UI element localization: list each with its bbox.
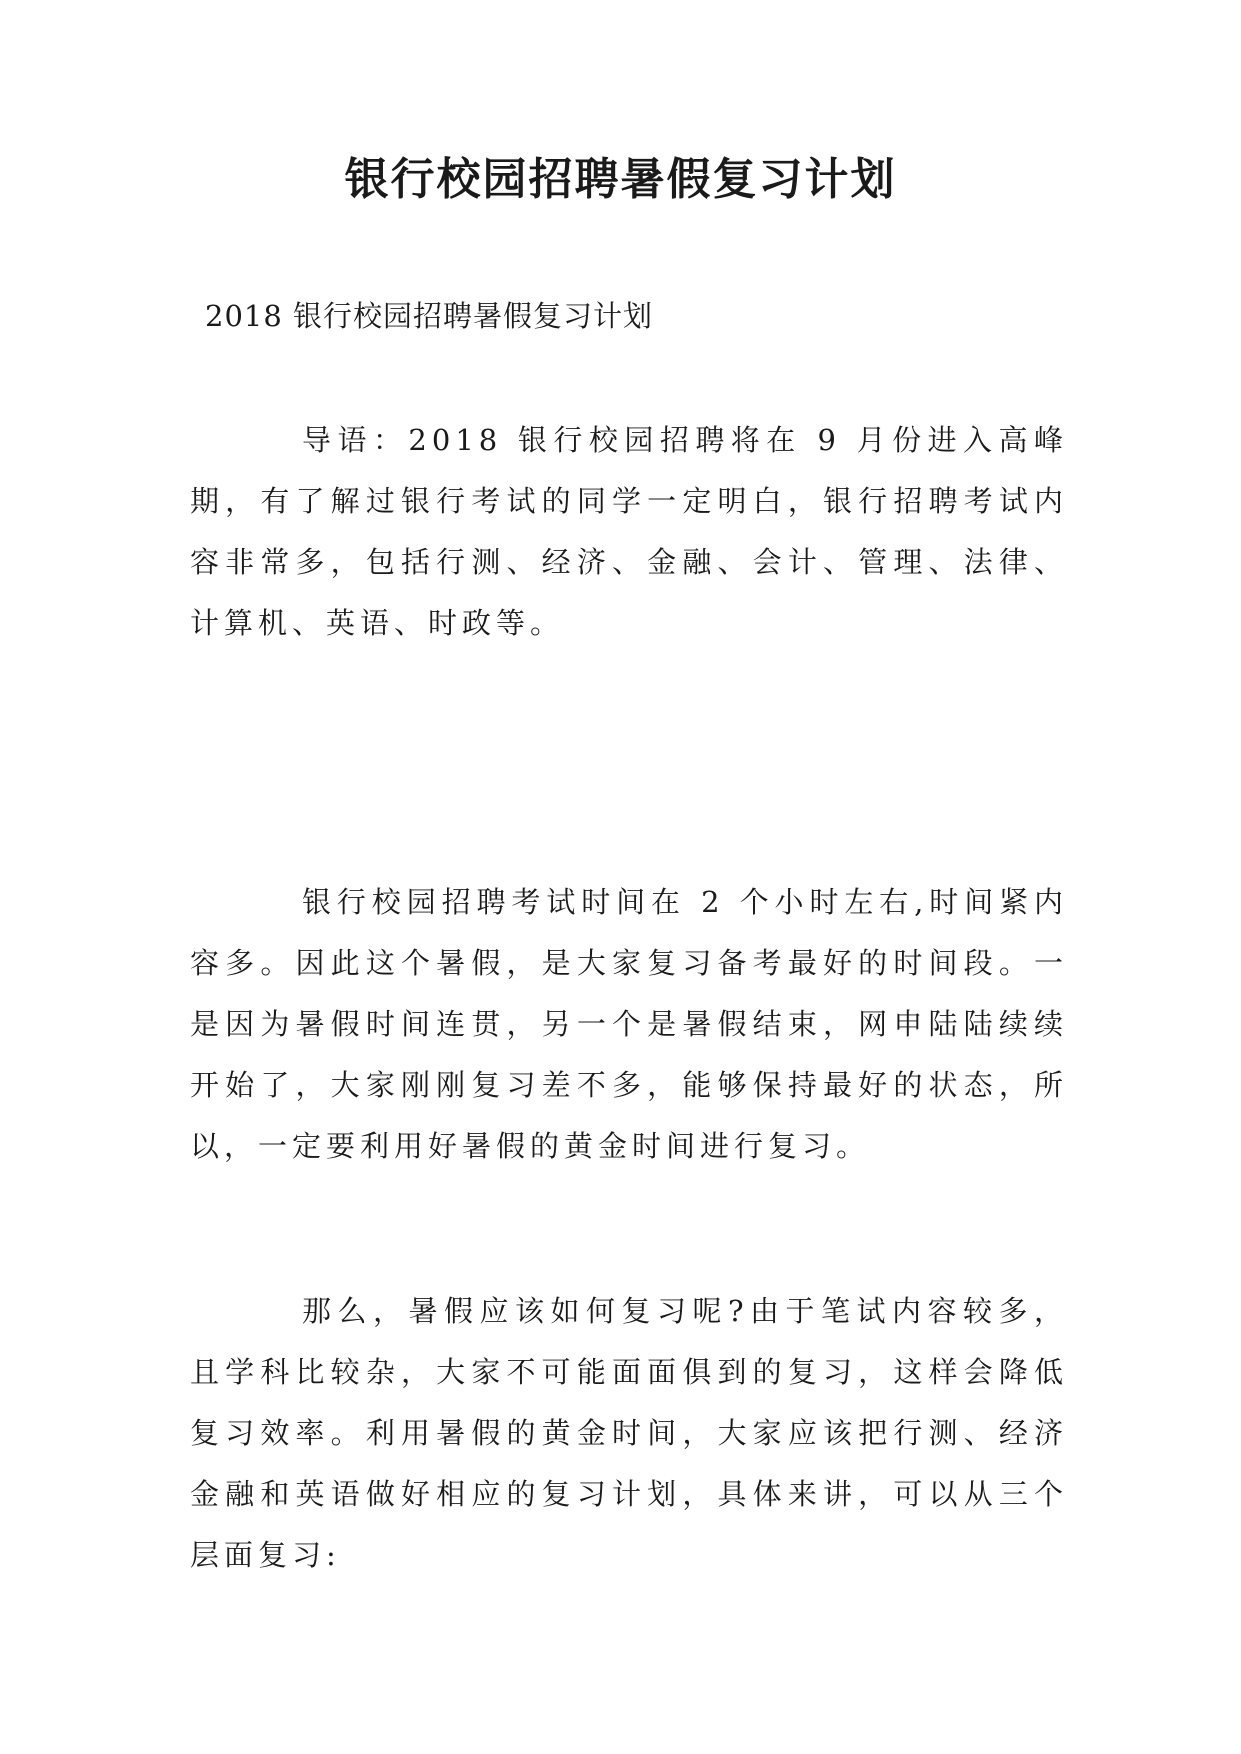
document-subtitle: 2018 银行校园招聘暑假复习计划 (205, 299, 654, 333)
paragraph-intro: 导语：2018 银行校园招聘将在 9 月份进入高峰期，有了解过银行考试的同学一定明白，银行招聘考试内容非常多，包括行测、经济、金融、会计、管理、法律、计算机、英语、时政等。 (190, 423, 1068, 640)
paragraph-exam-time: 银行校园招聘考试时间在 2 个小时左右,时间紧内容多。因此这个暑假，是大家复习备考最好的时间段。一是因为暑假时间连贯，另一个是暑假结束，网申陆陆续续开始了，大家刚刚复习差不多，能够保持最好的状态，所以，一定要利用好暑假的黄金时间进行复习。 (190, 885, 1068, 1163)
document-title: 银行校园招聘暑假复习计划 (344, 154, 897, 205)
paragraph-review-plan: 那么，暑假应该如何复习呢?由于笔试内容较多，且学科比较杂，大家不可能面面俱到的复习，这样会降低复习效率。利用暑假的黄金时间，大家应该把行测、经济金融和英语做好相应的复习计划，具体来讲，可以从三个层面复习: (190, 1294, 1068, 1572)
